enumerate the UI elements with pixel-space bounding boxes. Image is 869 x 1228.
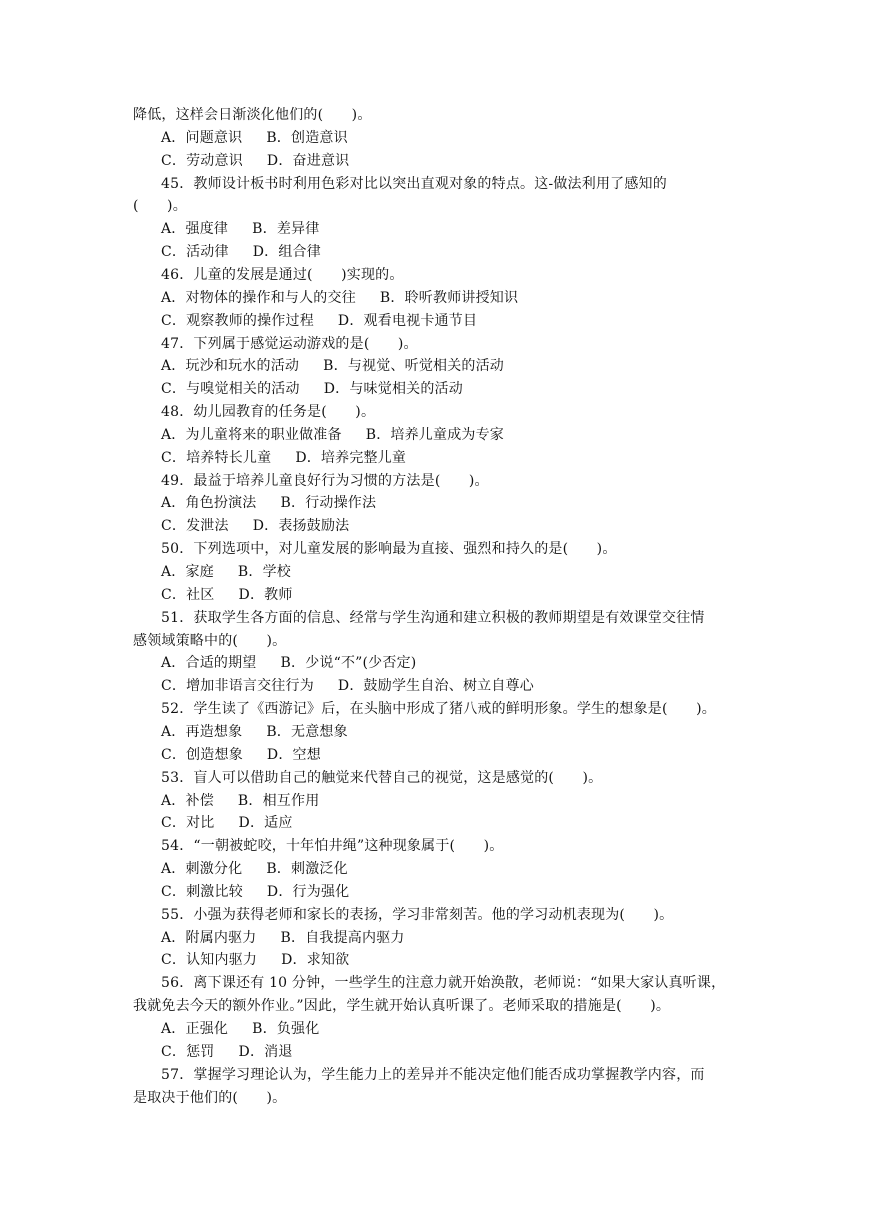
option-row bbox=[161, 858, 348, 881]
option-text: C．增加非语言交往行为 bbox=[161, 678, 314, 695]
question-stem: 54．“一朝被蛇咬，十年怕井绳”这种现象属于( )。 bbox=[161, 838, 504, 855]
option-row bbox=[161, 218, 319, 241]
option-text: A．对物体的操作和与人的交往 bbox=[161, 289, 356, 306]
question-continuation: 是取决于他们的( )。 bbox=[133, 1089, 287, 1106]
option-text: C．对比 bbox=[161, 815, 215, 832]
option-row bbox=[161, 652, 416, 675]
option-text: B．行动操作法 bbox=[280, 495, 377, 512]
question-stem: 49．最益于培养儿童良好行为习惯的方法是( )。 bbox=[161, 472, 489, 489]
option-row bbox=[161, 561, 291, 584]
option-text: B．负强化 bbox=[252, 1021, 320, 1037]
option-text: A．正强化 bbox=[161, 1021, 229, 1037]
option-text: D．奋进意识 bbox=[266, 152, 350, 169]
question-continuation: 我就免去今天的额外作业。”因此，学生就开始认真听课了。老师采取的措施是( )。 bbox=[133, 998, 671, 1015]
option-row bbox=[161, 812, 293, 835]
option-text: B．无意想象 bbox=[266, 723, 348, 740]
question-stem: 48．幼儿园教育的任务是( )。 bbox=[161, 404, 376, 421]
option-row bbox=[161, 790, 319, 813]
option-row bbox=[161, 447, 406, 470]
option-text: A．强度律 bbox=[161, 221, 229, 238]
option-text: D．观看电视卡通节目 bbox=[337, 312, 478, 329]
question-continuation: 降低，这样会日渐淡化他们的( )。 bbox=[133, 107, 372, 123]
option-text: A．问题意识 bbox=[161, 129, 243, 146]
option-text: D．消退 bbox=[238, 1043, 293, 1060]
option-text: D．表扬鼓励法 bbox=[252, 518, 350, 535]
option-row bbox=[161, 424, 504, 447]
option-text: A．合适的期望 bbox=[161, 655, 257, 672]
option-row bbox=[161, 355, 504, 378]
option-text: C．认知内驱力 bbox=[161, 952, 258, 969]
option-text: D．求知欲 bbox=[281, 952, 350, 969]
option-text: B．学校 bbox=[237, 564, 292, 580]
question-stem: 53．盲人可以借助自己的触觉来代替自己的视觉，这是感觉的( )。 bbox=[161, 769, 603, 786]
option-text: C．社区 bbox=[161, 586, 215, 603]
option-text: D．空想 bbox=[266, 746, 321, 763]
question-stem: 45．教师设计板书时利用色彩对比以突出直观对象的特点。这-做法利用了感知的 bbox=[161, 175, 667, 192]
option-text: C．劳动意识 bbox=[161, 152, 243, 169]
option-text: B．聆听教师讲授知识 bbox=[379, 289, 519, 306]
option-text: D．与味觉相关的活动 bbox=[323, 381, 463, 398]
question-stem: 57．掌握学习理论认为，学生能力上的差异并不能决定他们能否成功掌握教学内容，而 bbox=[161, 1066, 705, 1083]
option-text: A．刺激分化 bbox=[161, 861, 243, 878]
option-text: C．活动律 bbox=[161, 244, 229, 261]
option-text: A．附属内驱力 bbox=[161, 929, 257, 946]
option-text: D．鼓励学生自治、树立自尊心 bbox=[337, 678, 534, 695]
option-row bbox=[161, 949, 349, 972]
option-row bbox=[161, 584, 293, 607]
option-row bbox=[161, 1018, 319, 1041]
question-stem: 47．下列属于感觉运动游戏的是( )。 bbox=[161, 335, 418, 352]
option-row bbox=[161, 241, 321, 264]
option-text: B．相互作用 bbox=[237, 792, 320, 809]
option-text: C．创造想象 bbox=[161, 746, 243, 763]
option-row bbox=[161, 492, 376, 515]
option-text: B．少说“不”(少否定) bbox=[280, 655, 417, 672]
option-row bbox=[161, 675, 534, 698]
option-row bbox=[161, 127, 348, 150]
option-text: D．适应 bbox=[238, 815, 293, 832]
option-text: A．角色扮演法 bbox=[161, 495, 257, 512]
option-text: A．为儿童将来的职业做准备 bbox=[161, 426, 342, 443]
option-text: C．发泄法 bbox=[161, 518, 229, 535]
question-continuation: 感领域策略中的( )。 bbox=[133, 632, 287, 649]
option-row bbox=[161, 150, 349, 173]
option-text: C．刺激比较 bbox=[161, 883, 243, 900]
option-text: B．差异律 bbox=[252, 221, 320, 238]
question-stem: 50．下列选项中，对儿童发展的影响最为直接、强烈和持久的是( )。 bbox=[161, 541, 617, 558]
option-text: A．再造想象 bbox=[161, 723, 243, 740]
option-text: C．观察教师的操作过程 bbox=[161, 312, 314, 329]
option-text: B．自我提高内驱力 bbox=[280, 929, 405, 946]
question-stem: 46．儿童的发展是通过( )实现的。 bbox=[161, 266, 404, 283]
option-row bbox=[161, 310, 477, 333]
option-text: D．培养完整儿童 bbox=[295, 449, 407, 466]
option-text: A．补偿 bbox=[161, 792, 214, 809]
option-text: B．培养儿童成为专家 bbox=[365, 426, 505, 443]
question-stem: 52．学生读了《西游记》后，在头脑中形成了猪八戒的鲜明形象。学生的想象是( )。 bbox=[161, 701, 716, 718]
option-row bbox=[161, 721, 348, 744]
option-text: C．与嗅觉相关的活动 bbox=[161, 381, 300, 398]
option-text: C．培养特长儿童 bbox=[161, 449, 272, 466]
option-text: D．组合律 bbox=[252, 244, 321, 261]
option-row bbox=[161, 1041, 293, 1064]
option-row bbox=[161, 287, 518, 310]
option-row bbox=[161, 378, 463, 401]
option-text: D．教师 bbox=[238, 586, 293, 603]
option-text: D．行为强化 bbox=[266, 883, 350, 900]
option-text: B．与视觉、听觉相关的活动 bbox=[323, 358, 505, 375]
option-row bbox=[161, 927, 405, 950]
option-text: B．刺激泛化 bbox=[266, 861, 348, 878]
question-stem: 55．小强为获得老师和家长的表扬，学习非常刻苦。他的学习动机表现为( )。 bbox=[161, 906, 674, 923]
question-continuation: ( )。 bbox=[133, 198, 187, 215]
option-text: B．创造意识 bbox=[266, 129, 348, 146]
option-row bbox=[161, 515, 349, 538]
option-text: A．玩沙和玩水的活动 bbox=[161, 358, 300, 375]
option-text: A．家庭 bbox=[161, 564, 214, 580]
question-stem: 51．获取学生各方面的信息、经常与学生沟通和建立积极的教师期望是有效课堂交往情 bbox=[161, 609, 705, 626]
question-stem: 56．离下课还有 10 分钟，一些学生的注意力就开始涣散，老师说：“如果大家认真听课， bbox=[161, 975, 726, 992]
option-row bbox=[161, 744, 321, 767]
option-row bbox=[161, 881, 349, 904]
option-text: C．惩罚 bbox=[161, 1043, 215, 1060]
